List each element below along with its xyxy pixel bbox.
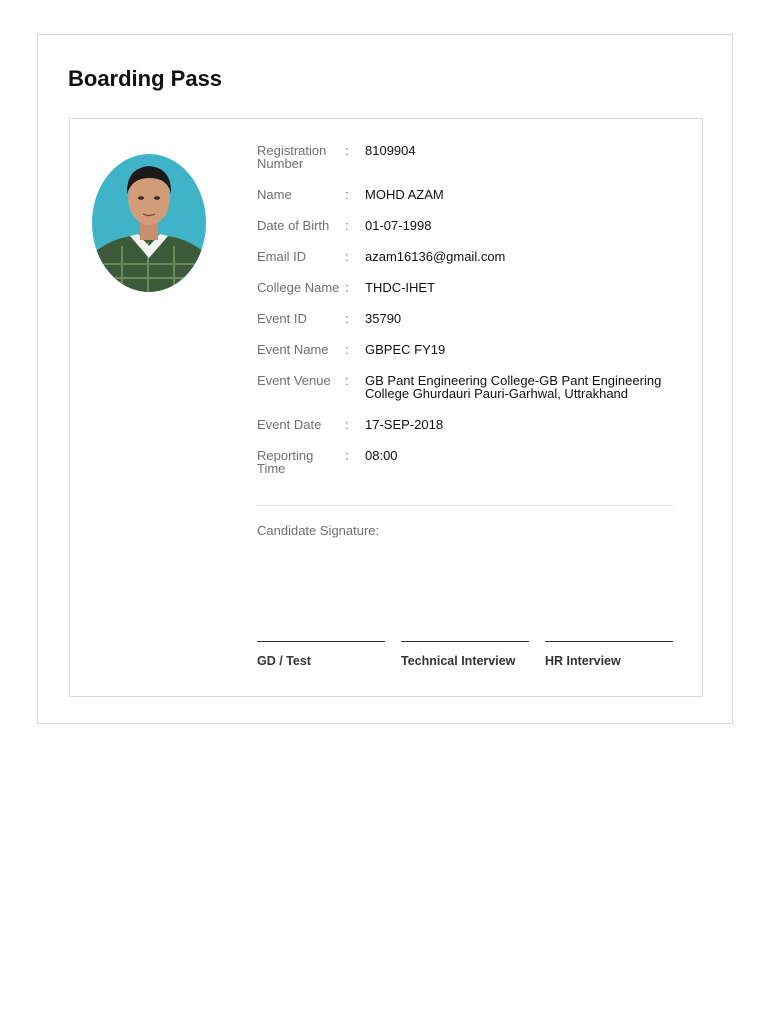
candidate-signature-label: Candidate Signature: xyxy=(257,523,380,538)
detail-value: GBPEC FY19 xyxy=(365,342,446,357)
detail-value: MOHD AZAM xyxy=(365,187,444,202)
detail-label: Name xyxy=(257,187,292,202)
detail-label: Email ID xyxy=(257,249,307,264)
boarding-pass-page xyxy=(37,34,733,724)
detail-separator: : xyxy=(345,373,349,388)
detail-label: Event Date xyxy=(257,417,322,432)
detail-label: Event Name xyxy=(257,342,329,357)
detail-row-event-date xyxy=(257,419,677,432)
detail-value: GB Pant Engineering College-GB Pant Engineering College Ghurdauri Pauri-Garhwal, Uttrakhand xyxy=(365,373,662,401)
detail-separator: : xyxy=(345,187,349,202)
signature-field-hr-interview xyxy=(545,641,673,668)
detail-label: Date of Birth xyxy=(257,218,330,233)
detail-row-email-id xyxy=(257,251,677,264)
detail-separator: : xyxy=(345,342,349,357)
detail-separator: : xyxy=(345,311,349,326)
detail-row-event-venue xyxy=(257,375,677,400)
candidate-photo-image xyxy=(92,154,206,292)
boarding-pass-card xyxy=(69,118,703,697)
detail-row-event-id xyxy=(257,313,677,326)
detail-separator: : xyxy=(345,417,349,432)
detail-row-registration-number xyxy=(257,145,677,170)
signature-field-technical-interview xyxy=(401,641,529,668)
detail-label: Registration Number xyxy=(257,143,327,171)
detail-value: 17-SEP-2018 xyxy=(365,417,444,432)
detail-value: 35790 xyxy=(365,311,402,326)
detail-label: College Name xyxy=(257,280,340,295)
detail-value: azam16136@gmail.com xyxy=(365,249,506,264)
detail-value: 01-07-1998 xyxy=(365,218,432,233)
page-title: Boarding Pass xyxy=(68,66,223,91)
detail-row-reporting-time xyxy=(257,450,677,475)
detail-label: Reporting Time xyxy=(257,448,314,476)
detail-row-event-name xyxy=(257,344,677,357)
detail-value: 8109904 xyxy=(365,143,416,158)
divider xyxy=(257,505,673,506)
detail-label: Event ID xyxy=(257,311,307,326)
candidate-details xyxy=(257,143,677,476)
detail-label: Event Venue xyxy=(257,373,331,388)
detail-value: THDC-IHET xyxy=(365,280,436,295)
detail-separator: : xyxy=(345,448,349,463)
signature-field-label: HR Interview xyxy=(545,654,621,668)
signature-field-label: GD / Test xyxy=(257,654,311,668)
signature-line xyxy=(257,641,385,642)
signature-line xyxy=(545,641,673,642)
detail-separator: : xyxy=(345,249,349,264)
signature-line xyxy=(401,641,529,642)
signature-field-label: Technical Interview xyxy=(401,654,516,668)
detail-row-date-of-birth xyxy=(257,220,677,233)
detail-separator: : xyxy=(345,218,349,233)
detail-separator: : xyxy=(345,280,349,295)
detail-value: 08:00 xyxy=(365,448,398,463)
detail-separator: : xyxy=(345,143,349,158)
signature-field-gd-test xyxy=(257,641,385,668)
detail-row-name xyxy=(257,189,677,202)
detail-row-college-name xyxy=(257,282,677,295)
candidate-photo xyxy=(92,154,206,292)
